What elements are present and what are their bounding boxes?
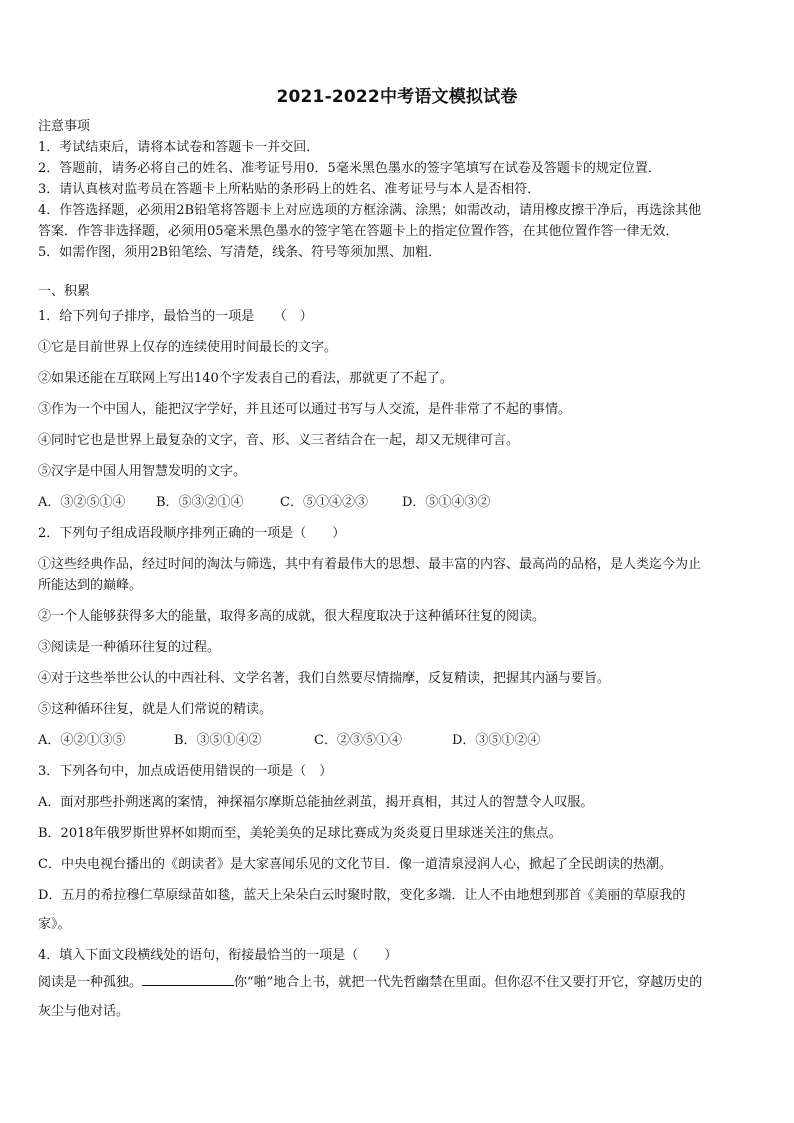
question-2-sentence: ①这些经典作品，经过时间的淘汰与筛选，其中有着最伟大的思想、最丰富的内容、最高尚的品格，是人类迄今为止 (38, 557, 702, 572)
question-3-option-c: C．中央电视台播出的《朗读者》是大家喜闻乐见的文化节目．像一道清泉浸润人心，掀起了全民朗读的热潮。 (38, 857, 672, 872)
notice-line: 1．考试结束后，请将本试卷和答题卡一并交回． (38, 140, 320, 155)
passage-text: 你“啪”地合上书，就把一代先哲幽禁在里面。但你忍不住又要打开它，穿越历史的 (234, 975, 703, 990)
question-4-stem: 4．填入下面文段横线处的语句，衔接最恰当的一项是（ ） (38, 948, 398, 963)
option-b: B．③⑤①④② (174, 733, 262, 748)
question-2-sentence: ②一个人能够获得多大的能量，取得多高的成就，很大程度取决于这种循环往复的阅读。 (38, 609, 546, 624)
option-a: A．③②⑤①④ (38, 495, 126, 510)
option-c: C．⑤①④②③ (280, 495, 368, 510)
question-3-option-b: B．2018年俄罗斯世界杯如期而至，美轮美奂的足球比赛成为炎炎夏日里球迷关注的焦点。 (38, 826, 562, 841)
fill-blank (142, 972, 234, 986)
option-d: D．③⑤①②④ (452, 733, 541, 748)
option-b: B．⑤③②①④ (156, 495, 244, 510)
question-4-passage (38, 972, 756, 993)
question-3-option-d: D．五月的希拉穆仁草原绿苗如毯，蓝天上朵朵白云时聚时散，变化多端．让人不由地想到那首《美丽的草原我的 (38, 888, 686, 903)
question-1-sentence: ①它是目前世界上仅存的连续使用时间最长的文字。 (38, 340, 338, 355)
question-2-stem: 2．下列句子组成语段顺序排列正确的一项是（ ） (38, 526, 346, 541)
question-1-sentence: ⑤汉字是中国人用智慧发明的文字。 (38, 464, 247, 479)
notice-block (38, 116, 756, 263)
question-4-passage-cont: 灰尘与他对话。 (38, 1004, 130, 1019)
notice-line: 3．请认真核对监考员在答题卡上所粘贴的条形码上的姓名、准考证号与本人是否相符． (38, 182, 541, 197)
question-3-option-d-cont: 家》。 (38, 917, 71, 932)
question-2-sentence: ⑤这种循环往复，就是人们常说的精读。 (38, 702, 273, 717)
question-2-sentence: ③阅读是一种循环往复的过程。 (38, 640, 221, 655)
question-1-options (38, 492, 756, 513)
section-heading: 一、积累 (38, 284, 91, 299)
question-2-options (38, 730, 756, 751)
question-3-stem: 3．下列各句中，加点成语使用错误的一项是（ ） (38, 764, 333, 779)
notice-heading: 注意事项 (38, 119, 91, 134)
passage-text: 阅读是一种孤独。 (38, 975, 143, 990)
notice-line: 5．如需作图，须用2B铅笔绘、写清楚，线条、符号等须加黑、加粗． (38, 245, 442, 260)
option-c: C．②③⑤①④ (314, 733, 402, 748)
option-d: D．⑤①④③② (402, 495, 491, 510)
question-3-option-a: A．面对那些扑朔迷离的案情，神探福尔摩斯总能抽丝剥茧，揭开真相，其过人的智慧令人叹服。 (38, 795, 594, 810)
page-title: 2021-2022中考语文模拟试卷 (276, 87, 518, 107)
question-1-sentence: ④同时它也是世界上最复杂的文字，音、形、义三者结合在一起，却又无规律可言。 (38, 433, 520, 448)
option-a: A．④②①③⑤ (38, 733, 126, 748)
notice-line: 4．作答选择题，必须用2B铅笔将答题卡上对应选项的方框涂满、涂黑；如需改动，请用橡皮擦干净后，再选涂其他 (38, 203, 702, 218)
question-1-sentence: ③作为一个中国人，能把汉字学好，并且还可以通过书写与人交流，是件非常了不起的事情。 (38, 402, 572, 417)
question-2-sentence: ④对于这些举世公认的中西社科、文学名著，我们自然要尽情揣摩，反复精读，把握其内涵与要旨。 (38, 671, 611, 686)
notice-line: 答案．作答非选择题，必须用05毫米黑色墨水的签字笔在答题卡上的指定位置作答，在其他位置作答一律无效． (38, 224, 679, 239)
question-1-stem: 1．给下列句子排序，最恰当的一项是 （ ） (38, 309, 313, 324)
notice-line: 2．答题前，请务必将自己的姓名、准考证号用0．5毫米黑色墨水的签字笔填写在试卷及答题卡的规定位置． (38, 161, 661, 176)
question-1-sentence: ②如果还能在互联网上写出140个字发表自己的看法，那就更了不起了。 (38, 371, 453, 386)
question-2-sentence-cont: 所能达到的巅峰。 (38, 578, 143, 593)
